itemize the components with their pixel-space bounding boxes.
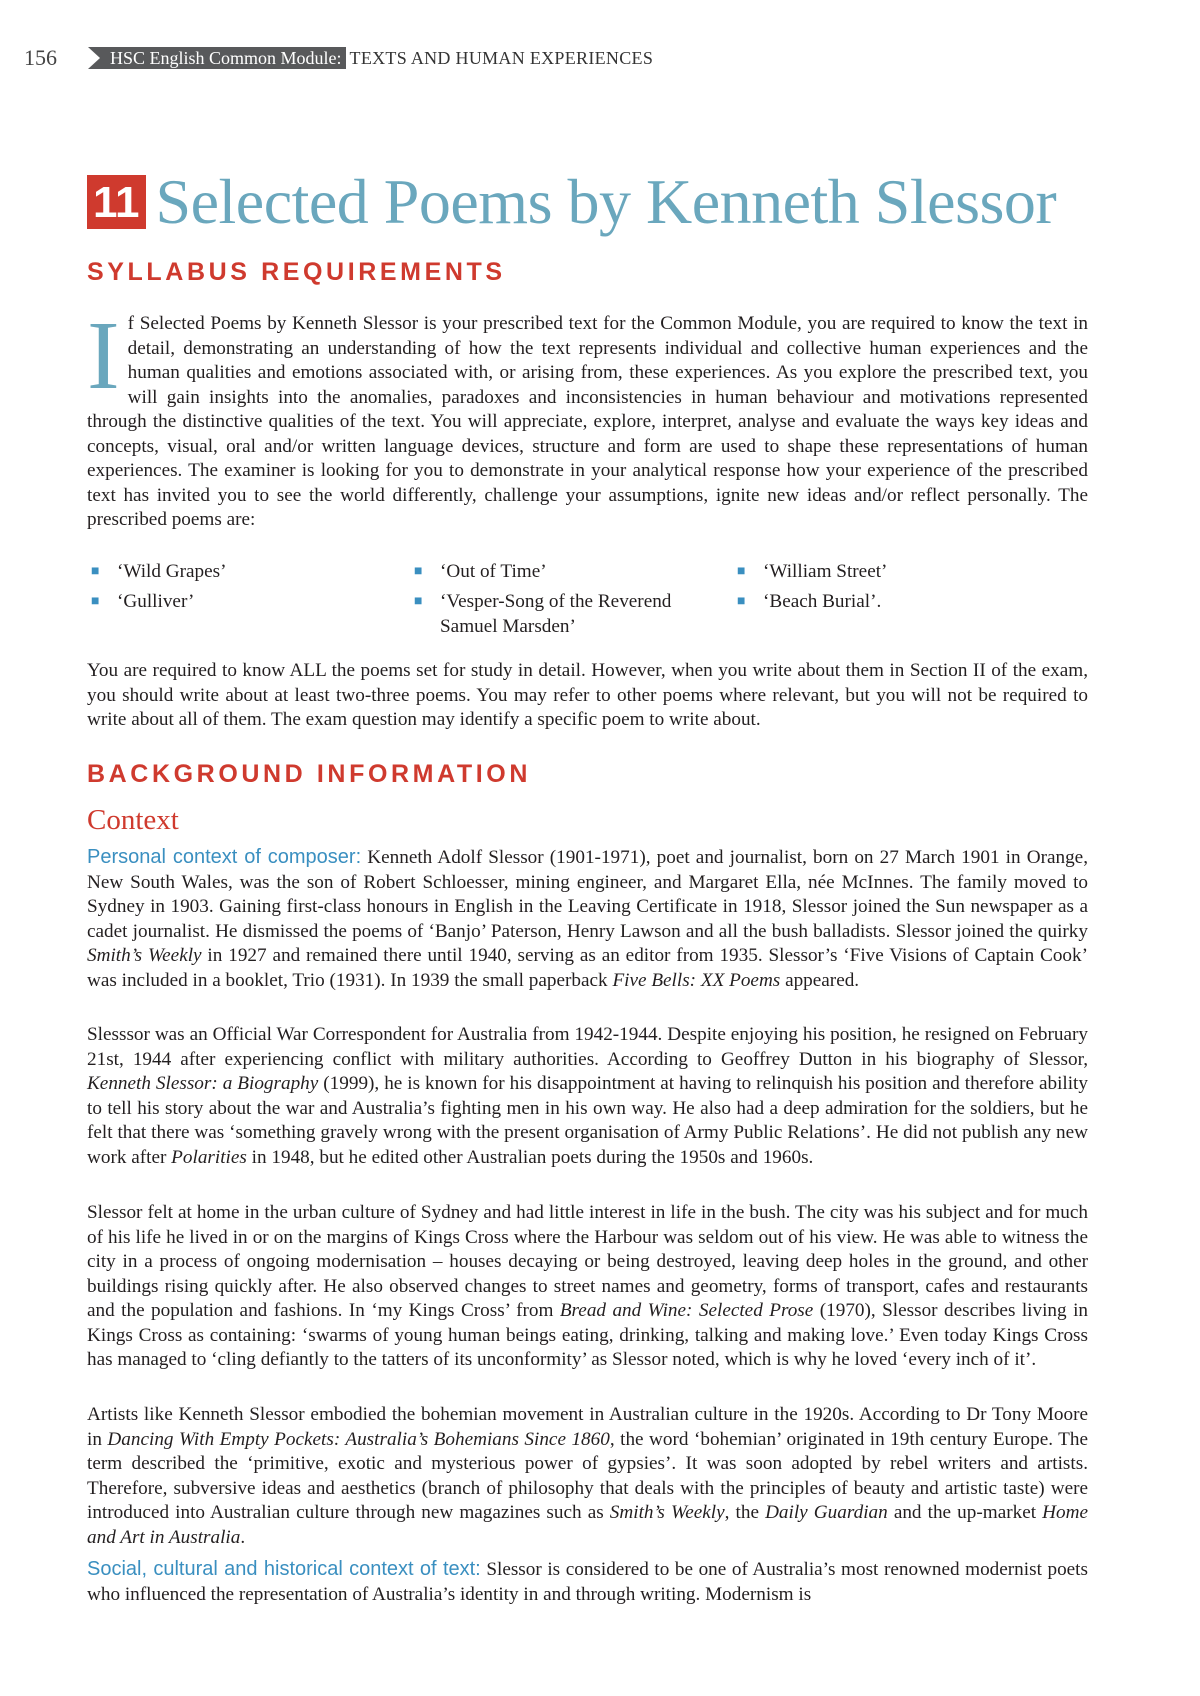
book-title: HSC English Common Module: (110, 48, 342, 68)
poem-item: ■ ‘Beach Burial’. (763, 590, 881, 615)
chapter-title (87, 166, 1057, 237)
bullet-icon: ■ (414, 564, 423, 579)
module-title: TEXTS AND HUMAN EXPERIENCES (349, 47, 654, 68)
poem-item: ■ ‘Vesper-Song of the Reverend Samuel Marsden’ (414, 591, 672, 637)
book-title-bar (88, 47, 346, 69)
poem-item: ■ ‘Gulliver’ (117, 590, 194, 615)
bullet-icon: ■ (737, 564, 746, 579)
social-context-lead: Social, cultural and historical context of text: (87, 1558, 481, 1580)
syllabus-intro-text: f Selected Poems by Kenneth Slessor is your prescribed text for the Common Module, you are required to know the text in detail, demonstrating an understanding of how the text represents individual and collective human experiences and the human qualities and emotions associated with, or arising from, these experiences. As you explore the prescribed text, you will gain insights into the anomalies, paradoxes and inconsistencies in human behaviour and motivations represented through the distinctive qualities of the text. You will appreciate, explore, interpret, analyse and evaluate the ways key ideas and concepts, visual, oral and/or written language devices, structure and form are used to shape these representations of human experiences. The examiner is looking for you to demonstrate in your analytical response how your experience of the prescribed text has invited you to see the world differently, challenge your assumptions, ignite new ideas and/or reflect personally. The prescribed poems are: (87, 313, 1088, 530)
bullet-icon: ■ (91, 564, 100, 579)
war-paragraph: Slesssor was an Official War Correspondent for Australia from 1942-1944. Despite enjoying his position, he resigned on February 21st, 1944 after experiencing conflict with military authorities. According to Geoffrey Dutton in his biography of Slessor, Kenneth Slessor: a Biography (1999), he is known for his disappointment at having to relinquish his position and therefore ability to tell his story about the war and Australia’s fighting men in his own way. He also had a deep admiration for the soldiers, but he felt that there was ‘something gravely wrong with the present organisation of Army Public Relations’. He did not publish any new work after Polarities in 1948, but he edited other Australian poets during the 1950s and 1960s. (87, 1024, 1088, 1168)
drop-cap: I (87, 302, 120, 410)
personal-context-lead: Personal context of composer: (87, 846, 362, 868)
sydney-paragraph: Slessor felt at home in the urban culture of Sydney and had little interest in life in the bush. The city was his subject and for much of his life he lived in or on the margins of Kings Cross where the Harbour was seldom out of his view. He was able to witness the city in a process of ongoing modernisation – houses decaying or being destroyed, leaving deep holes in the ground, and other buildings rising quickly after. He also observed changes to street names and geometry, forms of transport, cafes and restaurants and the population and fashions. In ‘my Kings Cross’ from Bread and Wine: Selected Prose (1970), Slessor describes living in Kings Cross as containing: ‘swarms of young human beings eating, drinking, talking and making love.’ Even today Kings Cross has managed to ‘cling defiantly to the tatters of its unconformity’ as Slessor noted, which is why he loved ‘every inch of it’. (87, 1202, 1088, 1370)
poem-list (87, 560, 1097, 640)
running-head (24, 44, 653, 72)
context-subheading: Context (87, 804, 179, 836)
poem-item: ■ ‘Out of Time’ (440, 560, 547, 585)
page-number: 156 (24, 45, 57, 70)
chapter-title-text: Selected Poems by Kenneth Slessor (155, 166, 1057, 237)
bohemian-paragraph: Artists like Kenneth Slessor embodied the bohemian movement in Australian culture in the 1920s. According to Dr Tony Moore in Dancing With Empty Pockets: Australia’s Bohemians Since 1860, the word ‘bohemian’ originated in 19th century Europe. The term described the ‘primitive, exotic and mysterious power of gypsies’. It was soon adopted by rebel writers and artists. Therefore, subversive ideas and aesthetics (branch of philosophy that deals with the principles of beauty and artistic taste) were introduced into Australian culture through new magazines such as Smith’s Weekly, the Daily Guardian and the up-market Home and Art in Australia. (87, 1404, 1088, 1548)
arrow-icon (88, 47, 100, 69)
personal-context-paragraph: Personal context of composer: Kenneth Adolf Slessor (1901-1971), poet and journalist, born on 27 March 1901 in Orange, New South Wales, was the son of Robert Schloesser, mining engineer, and Margaret Ella, née McInnes. The family moved to Sydney in 1903. Gaining first-class honours in English in the Leaving Certificate in 1918, Slessor joined the Sun newspaper as a cadet journalist. He dismissed the poems of ‘Banjo’ Paterson, Henry Lawson and all the bush balladists. Slessor joined the quirky Smith’s Weekly in 1927 and remained there until 1940, serving as an editor from 1935. Slessor’s ‘Five Visions of Captain Cook’ was included in a booklet, Trio (1931). In 1939 the small paperback Five Bells: XX Poems appeared. (87, 846, 1088, 991)
poem-item: ■ ‘Wild Grapes’ (117, 560, 227, 585)
syllabus-intro (87, 302, 1088, 533)
social-context-paragraph: Social, cultural and historical context of text: Slessor is considered to be one of Australia’s most renowned modernist poets who influenced the representation of Australia’s identity in and through writing. Modernism is (87, 1558, 1088, 1605)
bullet-icon: ■ (414, 594, 423, 609)
syllabus-heading: SYLLABUS REQUIREMENTS (87, 258, 506, 286)
chapter-number-badge: 11 (87, 175, 146, 229)
bullet-icon: ■ (737, 594, 746, 609)
syllabus-note: You are required to know ALL the poems set for study in detail. However, when you write about them in Section II of the exam, you should write about at least two-three poems. You may refer to other poems where relevant, but you will not be required to write about all of them. The exam question may identify a specific poem to write about. (87, 660, 1088, 730)
background-heading: BACKGROUND INFORMATION (87, 760, 531, 788)
poem-item: ■ ‘William Street’ (763, 560, 887, 585)
bullet-icon: ■ (91, 594, 100, 609)
